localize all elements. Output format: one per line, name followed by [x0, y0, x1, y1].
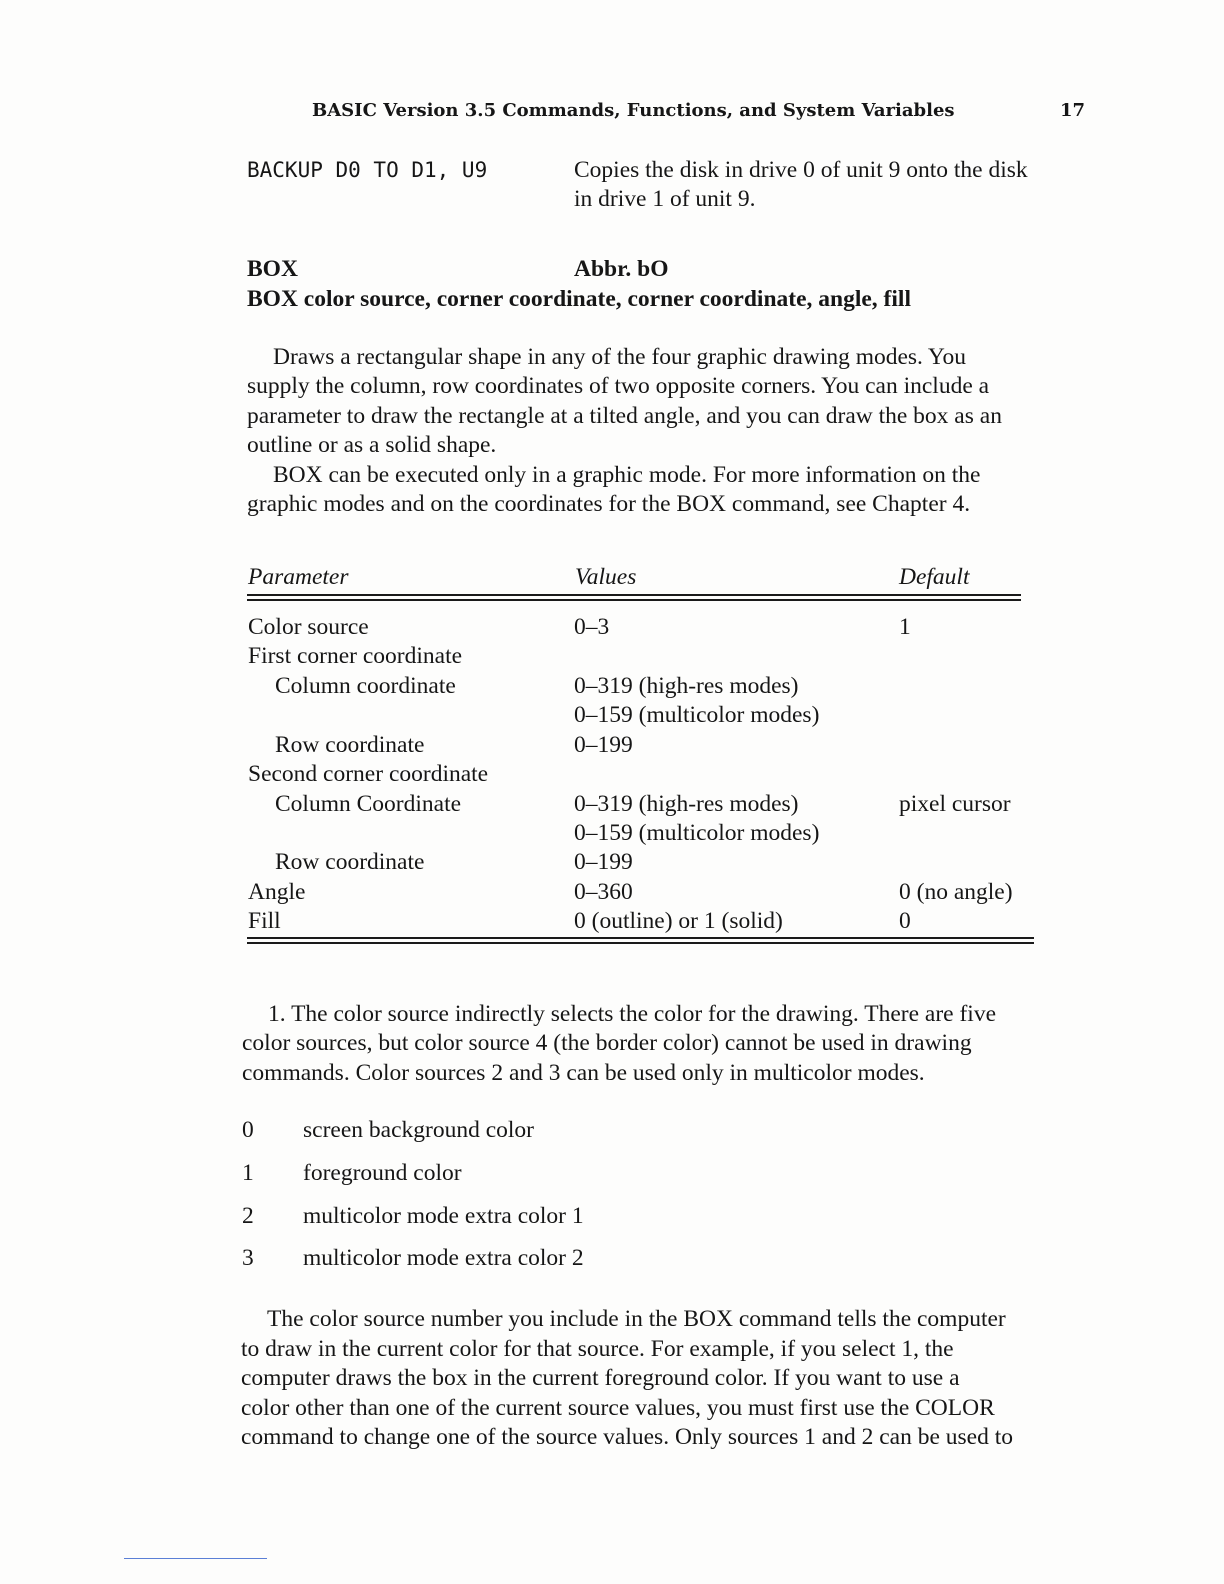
param-cell: Color source: [248, 614, 369, 640]
note-line: color sources, but color source 4 (the border color) cannot be used in drawing: [242, 1030, 972, 1056]
box-abbreviation: Abbr. bO: [574, 256, 669, 282]
table-header-parameter: Parameter: [248, 564, 349, 590]
paragraph-line: command to change one of the source values. Only sources 1 and 2 can be used to: [241, 1424, 1014, 1450]
value-cell: 0–199: [574, 732, 633, 758]
param-cell: First corner coordinate: [248, 643, 463, 669]
list-item-number: 1: [242, 1160, 254, 1186]
table-row: [248, 642, 1038, 672]
paragraph-line: outline or as a solid shape.: [247, 432, 497, 458]
value-cell: 0–319 (high-res modes): [574, 673, 799, 699]
default-cell: 1: [899, 614, 911, 640]
note-line: commands. Color sources 2 and 3 can be used only in multicolor modes.: [242, 1060, 925, 1086]
list-item-number: 0: [242, 1117, 254, 1143]
param-cell: Column coordinate: [275, 673, 456, 699]
paragraph-line: supply the column, row coordinates of two opposite corners. You can include a: [247, 373, 990, 399]
value-cell: 0–319 (high-res modes): [574, 791, 799, 817]
param-cell: Column Coordinate: [275, 791, 462, 817]
table-row: [248, 613, 1038, 643]
table-header-rule-top: [247, 594, 1021, 596]
paragraph-line: The color source number you include in the BOX command tells the computer: [267, 1306, 1006, 1332]
paragraph-line: to draw in the current color for that source. For example, if you select 1, the: [241, 1336, 954, 1362]
backup-description-line1: Copies the disk in drive 0 of unit 9 onto the disk: [574, 157, 1028, 183]
page-number: 17: [1060, 100, 1086, 121]
paragraph-line: computer draws the box in the current foreground color. If you want to use a: [241, 1365, 960, 1391]
param-cell: Row coordinate: [275, 849, 425, 875]
backup-description-line2: in drive 1 of unit 9.: [574, 186, 756, 212]
paragraph-line: color other than one of the current source values, you must first use the COLOR: [241, 1395, 995, 1421]
table-header-rule-bottom: [247, 599, 1021, 601]
table-row: [248, 848, 1038, 878]
default-cell: 0: [899, 908, 911, 934]
list-item-label: multicolor mode extra color 2: [303, 1245, 584, 1271]
table-row: [248, 907, 1038, 937]
value-cell: 0–159 (multicolor modes): [574, 702, 820, 728]
note-line: 1. The color source indirectly selects the color for the drawing. There are five: [268, 1001, 996, 1027]
paragraph-line: graphic modes and on the coordinates for the BOX command, see Chapter 4.: [247, 491, 971, 517]
value-cell: 0–3: [574, 614, 610, 640]
table-row: [248, 701, 1038, 731]
table-row: [248, 790, 1038, 820]
list-item: [0, 1116, 700, 1146]
value-cell: 0–159 (multicolor modes): [574, 820, 820, 846]
table-row: [248, 878, 1038, 908]
paragraph-line: BOX can be executed only in a graphic mode. For more information on the: [273, 462, 981, 488]
list-item-label: screen background color: [303, 1117, 534, 1143]
running-header-title: BASIC Version 3.5 Commands, Functions, and System Variables: [312, 100, 955, 121]
param-cell: Angle: [248, 879, 306, 905]
table-footer-rule-bottom: [247, 942, 1034, 944]
table-row: [248, 819, 1038, 849]
list-item: [0, 1202, 700, 1232]
table-row: [248, 731, 1038, 761]
value-cell: 0–199: [574, 849, 633, 875]
table-footer-rule-top: [247, 937, 1034, 939]
param-cell: Row coordinate: [275, 732, 425, 758]
value-cell: 0–360: [574, 879, 633, 905]
table-header-default: Default: [899, 564, 970, 590]
footer-divider: [124, 1558, 267, 1559]
table-row: [248, 760, 1038, 790]
box-keyword-heading: BOX: [247, 256, 298, 282]
param-cell: Fill: [248, 908, 281, 934]
param-cell: Second corner coordinate: [248, 761, 489, 787]
paragraph-line: Draws a rectangular shape in any of the four graphic drawing modes. You: [273, 344, 967, 370]
list-item-number: 2: [242, 1203, 254, 1229]
backup-command-example: BACKUP D0 TO D1, U9: [247, 158, 488, 182]
box-syntax: BOX color source, corner coordinate, corner coordinate, angle, fill: [247, 286, 911, 312]
default-cell: 0 (no angle): [899, 879, 1013, 905]
value-cell: 0 (outline) or 1 (solid): [574, 908, 783, 934]
list-item: [0, 1244, 700, 1274]
table-header-values: Values: [575, 564, 637, 590]
list-item: [0, 1159, 700, 1189]
list-item-label: multicolor mode extra color 1: [303, 1203, 584, 1229]
list-item-label: foreground color: [303, 1160, 462, 1186]
paragraph-line: parameter to draw the rectangle at a tilted angle, and you can draw the box as an: [247, 403, 1002, 429]
list-item-number: 3: [242, 1245, 254, 1271]
table-row: [248, 672, 1038, 702]
default-cell: pixel cursor: [899, 791, 1011, 817]
